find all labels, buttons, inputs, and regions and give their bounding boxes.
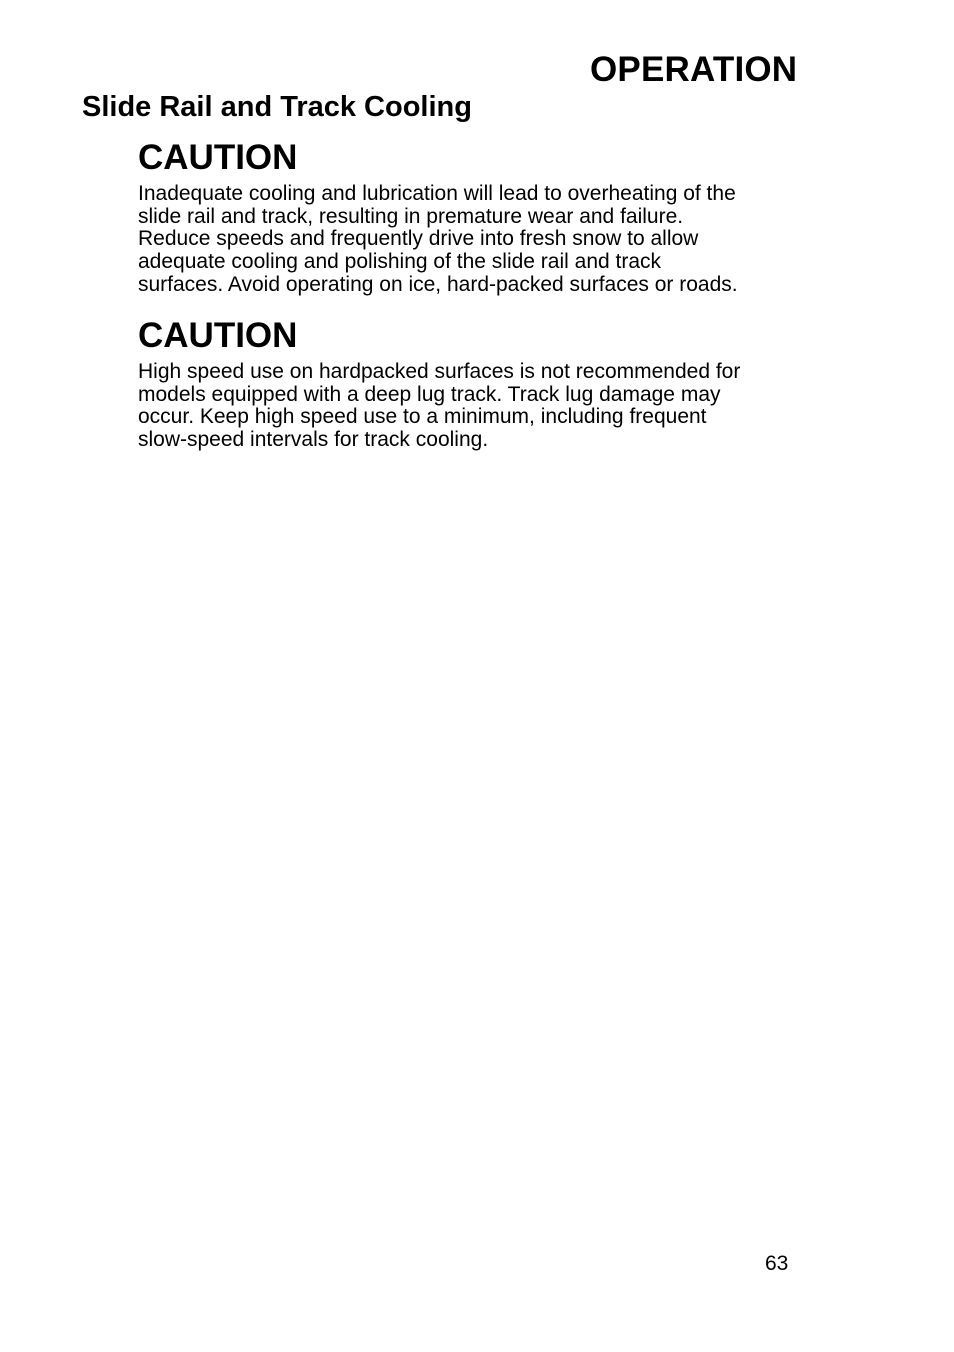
- subheading: Slide Rail and Track Cooling: [82, 91, 472, 123]
- caution-block: [138, 136, 808, 297]
- caution-heading: CAUTION: [138, 138, 298, 177]
- caution-block: [138, 314, 808, 452]
- text-line: Reduce speeds and frequently drive into fresh snow to allow: [138, 227, 699, 251]
- caution-heading: CAUTION: [138, 316, 298, 355]
- text-line: Inadequate cooling and lubrication will lead to overheating of the: [138, 182, 736, 205]
- page-number: 63: [765, 1252, 789, 1275]
- text-line: surfaces. Avoid operating on ice, hard-packed surfaces or roads.: [138, 272, 738, 296]
- text-line: adequate cooling and polishing of the slide rail and track: [138, 250, 662, 274]
- caution-text: [138, 183, 808, 297]
- text-line: slide rail and track, resulting in premature wear and failure.: [138, 204, 684, 228]
- text-line: models equipped with a deep lug track. Track lug damage may: [138, 382, 721, 406]
- text-line: occur. Keep high speed use to a minimum, including frequent: [138, 405, 707, 429]
- section-header: OPERATION: [590, 50, 798, 89]
- caution-text: [138, 361, 808, 452]
- text-line: slow-speed intervals for track cooling.: [138, 428, 489, 452]
- text-line: High speed use on hardpacked surfaces is not recommended for: [138, 360, 741, 383]
